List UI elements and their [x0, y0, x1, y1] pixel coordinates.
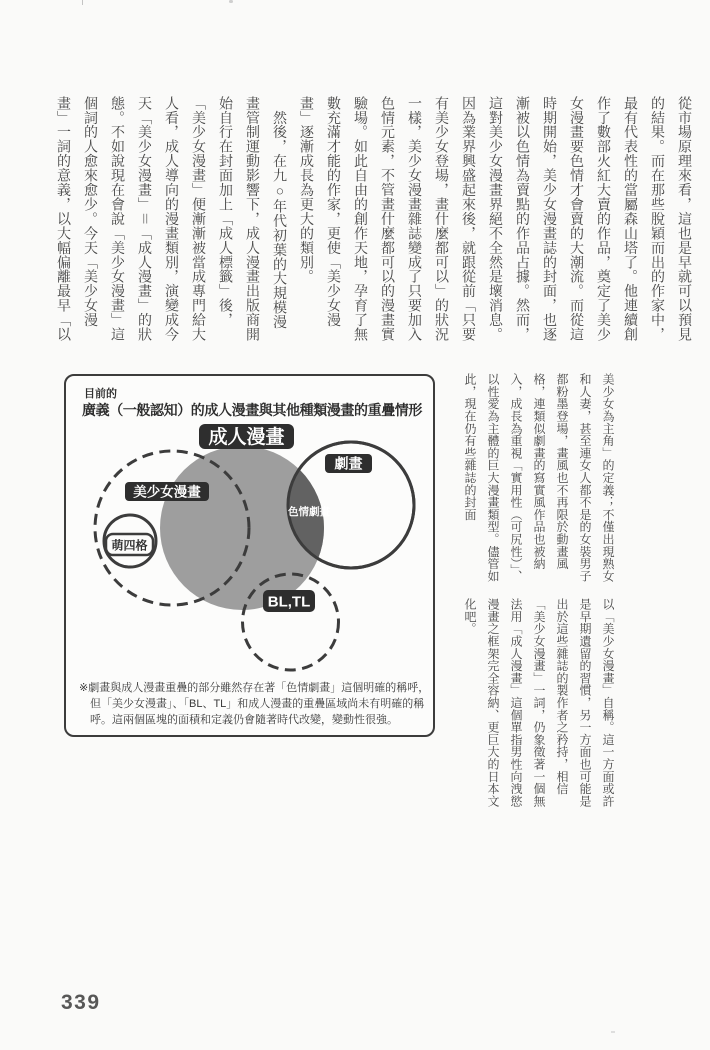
- article-right-lower-block: [454, 598, 619, 808]
- footnote-line-3: 呼。這兩個區塊的面積和定義仍會隨著時代改變，變動性很強。: [90, 714, 398, 726]
- article-paragraph-1: 從市場原理來看，這也是早就可以預見的結果。而在那些脫穎而出的作家中，最有代表性的當屬森山塔了。他連續創作了數部火紅大賣的作品，奠定了美少女漫畫要色情才會賣的大潮流。而從這時期開始，美少女漫畫誌的封面，也逐漸被以色情為賣點的作品占據。然而，這對美少女漫畫界絕不全然是壞消息。因為業界興盛起來後，就跟從前「只要有美少女登場，畫什麼都可以」的狀況一樣，美少女漫畫雜誌變成了只要加入色情元素，不管畫什麼都可以的漫畫實驗場。如此自由的創作天地，孕育了無數充滿才能的作家，更使「美少女漫畫」逐漸成長為更大的類別。: [299, 96, 693, 342]
- ero-gekiga-label: 色情劇畫: [288, 506, 330, 518]
- page-number: 339: [61, 991, 101, 1014]
- article-paragraph-2-start: 然後，在九○年代初葉的大規模漫畫管制運動影響下，成人漫畫出版商開始自行在封面加上「成人標籤」後，「美少女漫畫」便漸漸被當成專門給大人看，成人導向的漫畫類別，演變成今天「美少女漫畫」＝「成人漫畫」的狀態。不如說現在會說「美少女漫畫」這個詞的人愈來愈少。今天「美少女漫畫」一詞的意義，以大幅偏離最早「以: [56, 96, 288, 342]
- svg-text:劇畫: 劇畫: [334, 455, 363, 472]
- bishoujo-manga-label: [125, 482, 209, 501]
- bltl-label: [263, 590, 315, 612]
- figure-footnote: [79, 680, 440, 728]
- article-paragraph-2-mid: 美少女為主角」的定義；不僅出現熟女和人妻，甚至連女人都不是的女裝男子都粉墨登場，畫風也不再限於動畫風格，連類似劇畫的寫實風作品也被納入，成長為重視「實用性（可尻性）」、以性愛為主體的巨大漫畫類型。儘管如此，現在仍有些雜誌的封面: [463, 373, 615, 583]
- svg-text:成人漫畫: 成人漫畫: [208, 427, 285, 448]
- figure-title: 廣義（一般認知）的成人漫畫與其他種類漫畫的重疊情形: [82, 402, 422, 418]
- article-right-upper-block: [454, 373, 619, 583]
- scan-artifact: [611, 1031, 615, 1033]
- figure-caption-small: 目前的: [84, 388, 117, 400]
- scan-artifact: [82, 0, 83, 5]
- scan-artifact: [229, 0, 233, 3]
- gekiga-label: [325, 454, 372, 473]
- footnote-line-1: ※劇畫與成人漫畫重疊的部分雖然存在著「色情劇畫」這個明確的稱呼，: [79, 682, 430, 694]
- article-paragraph-2-end: 以「美少女漫畫」自稱。這一方面或許是早期遺留的習慣，另一方面也可能是出於這些雜誌的製作者之矜持，相信「美少女漫畫」一詞，仍象徵著一個無法用「成人漫畫」這個單指男性向洩慾漫畫之框架完全容納、更巨大的日本文化吧。: [463, 598, 615, 808]
- moe4koma-label: [106, 534, 153, 555]
- svg-text:萌四格: 萌四格: [111, 538, 148, 553]
- article-top-block: [50, 96, 698, 343]
- svg-text:BL,TL: BL,TL: [267, 593, 311, 611]
- figure-box: [64, 374, 435, 737]
- footnote-line-2: 但「美少女漫畫」、「BL、TL」和成人漫畫的重疊區域尚未有明確的稱: [90, 698, 425, 710]
- adult-manga-label: [199, 424, 294, 449]
- svg-text:美少女漫畫: 美少女漫畫: [133, 484, 201, 500]
